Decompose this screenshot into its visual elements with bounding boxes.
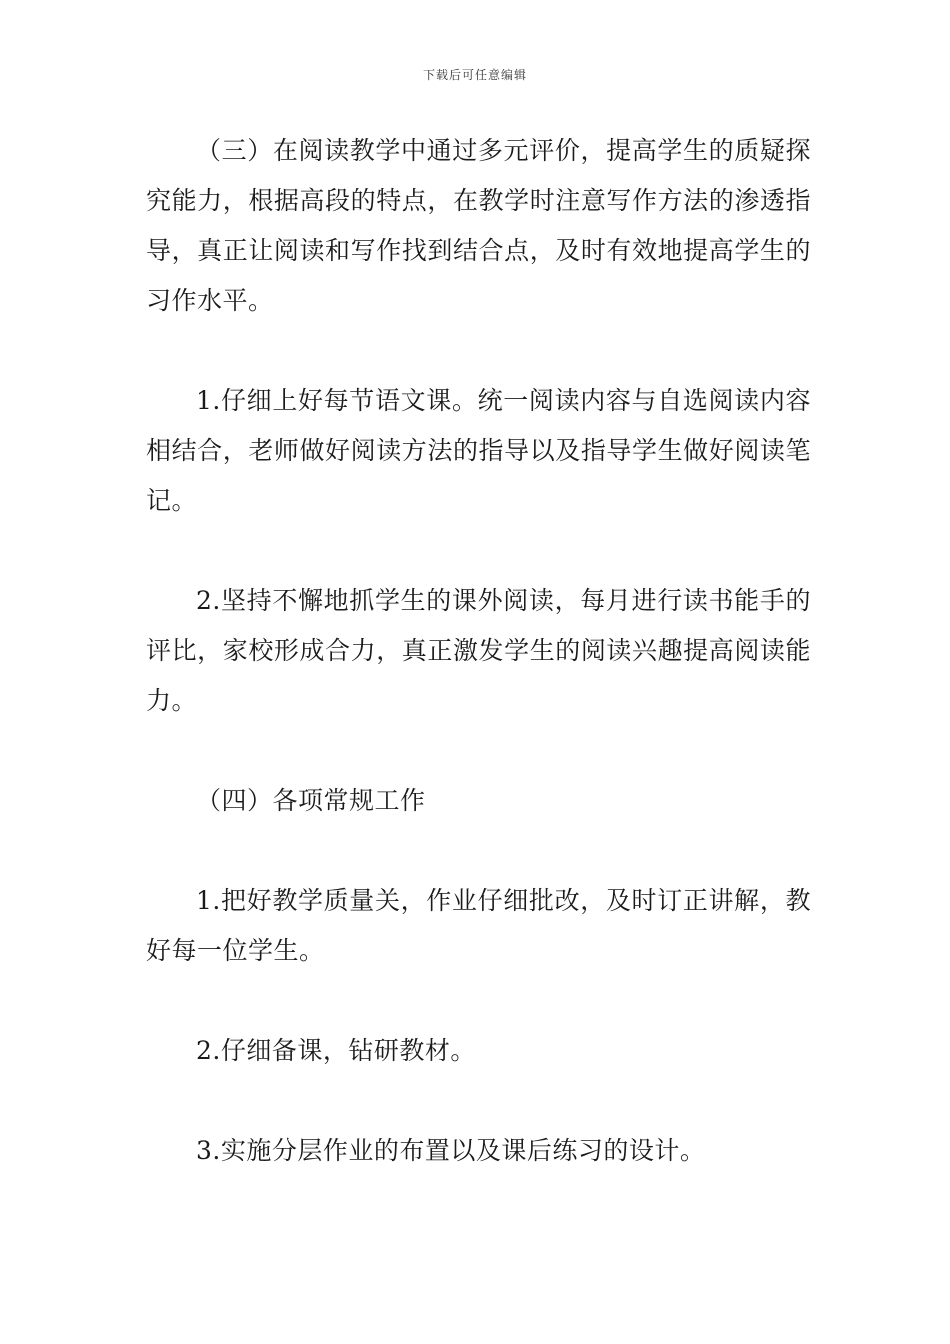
paragraph-gap xyxy=(146,826,811,876)
paragraph-section-3: （三）在阅读教学中通过多元评价，提高学生的质疑探究能力，根据高段的特点，在教学时注意写作方法的渗透指导，真正让阅读和写作找到结合点，及时有效地提高学生的习作水平。 xyxy=(146,136,811,315)
page-header: 下载后可任意编辑 xyxy=(422,68,527,82)
section-heading-4: （四）各项常规工作 xyxy=(196,786,426,815)
paragraph-gap xyxy=(146,1076,811,1126)
document-body xyxy=(146,126,811,1176)
paragraph-routine-2: 2.仔细备课，钻研教材。 xyxy=(196,1036,476,1065)
paragraph-routine-3: 3.实施分层作业的布置以及课后练习的设计。 xyxy=(196,1136,706,1165)
paragraph-gap xyxy=(146,526,811,576)
paragraph-item-2: 2.坚持不懈地抓学生的课外阅读，每月进行读书能手的评比，家校形成合力，真正激发学生的阅读兴趣提高阅读能力。 xyxy=(146,586,811,715)
paragraph-gap xyxy=(146,326,811,376)
paragraph-item-1: 1.仔细上好每节语文课。统一阅读内容与自选阅读内容相结合，老师做好阅读方法的指导以及指导学生做好阅读笔记。 xyxy=(146,386,811,515)
paragraph-routine-1: 1.把好教学质量关，作业仔细批改，及时订正讲解，教好每一位学生。 xyxy=(146,886,811,965)
paragraph-gap xyxy=(146,726,811,776)
paragraph-gap xyxy=(146,976,811,1026)
